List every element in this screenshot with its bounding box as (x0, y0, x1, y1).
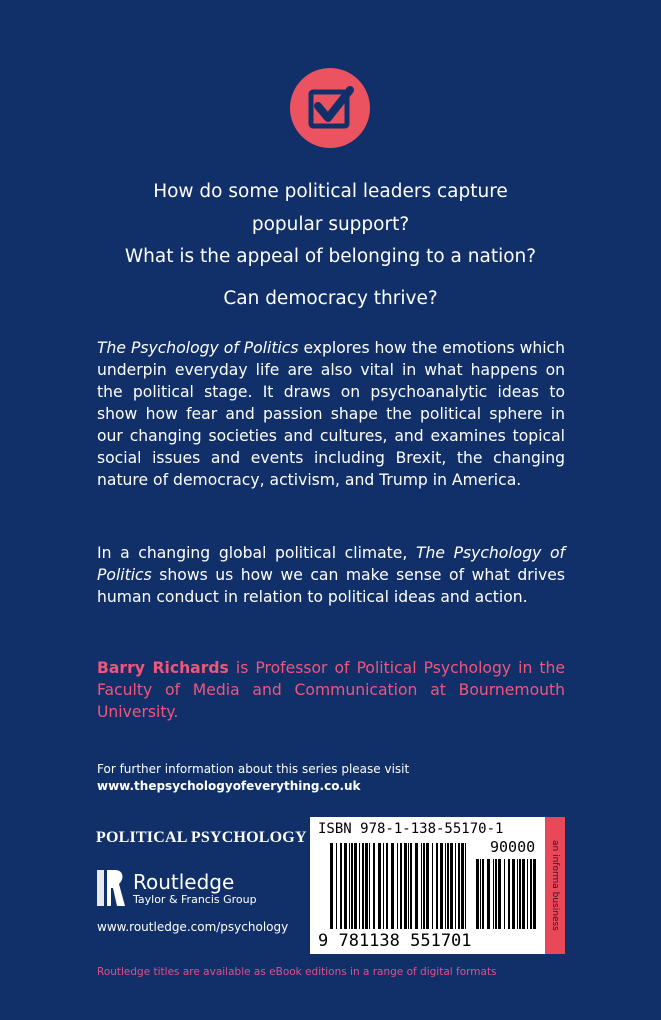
barcode-bar (458, 843, 460, 929)
description-body: explores how the emotions which underpin everyday life are also vital in what happens on the political stage. It draws on psychoanalytic ideas to show how fear and passion shape the political sphere in our changing societies and cultures, and examines topical social issues and events including Brexit, the changing nature of democracy, activism, and Trump in America. (97, 339, 565, 489)
barcode-bar (397, 843, 398, 929)
barcode-bar (408, 843, 409, 929)
barcode-bar (465, 843, 466, 929)
barcode-bar (426, 843, 429, 929)
author-bio (97, 657, 565, 723)
isbn-text: ISBN 978-1-138-55170-1 (318, 821, 504, 837)
barcode-bar (373, 843, 375, 929)
question-1 (0, 175, 661, 241)
barcode-bar (455, 843, 456, 929)
barcode-bar (383, 843, 384, 929)
barcode-bar (527, 859, 528, 929)
barcode-bar (365, 843, 368, 929)
checkbox-logo-icon (290, 68, 370, 148)
barcode-bar (340, 843, 342, 929)
barcode-bar (495, 859, 497, 929)
isbn-barcode (310, 817, 565, 954)
barcode-bar (461, 843, 464, 929)
barcode-bar (421, 843, 422, 929)
barcode-bar (404, 843, 407, 929)
barcode-bar (517, 859, 518, 929)
barcode-bar (330, 843, 333, 929)
routledge-logo (97, 868, 257, 908)
barcode-bar (344, 843, 347, 929)
question-2: What is the appeal of belonging to a nation? (124, 246, 537, 267)
barcode-bars-icon (330, 843, 470, 935)
barcode-bar (482, 859, 484, 929)
routledge-r-icon (97, 868, 127, 908)
barcode-bar (391, 843, 394, 929)
barcode-bar (504, 859, 505, 929)
ean-number: 9 781138 551701 (318, 931, 472, 951)
text: shows us how we can make sense of what drives human conduct in relation to political ideas and action. (97, 566, 565, 606)
barcode-bar (447, 843, 449, 929)
barcode-bar (476, 859, 479, 929)
barcode-bar (378, 843, 381, 929)
barcode-bar (530, 859, 532, 929)
barcode-bar (354, 843, 357, 929)
book-title: The Psychology of Politics (97, 544, 565, 584)
addon-bars-icon (476, 859, 540, 935)
barcode-bar (493, 859, 494, 929)
author-name: Barry Richards (97, 659, 229, 677)
barcode-bar (533, 859, 536, 929)
series-url[interactable]: www.thepsychologyofeverything.co.uk (97, 779, 361, 793)
question-3: Can democracy thrive? (223, 288, 438, 309)
barcode-bar (400, 843, 402, 929)
barcode-bar (362, 843, 364, 929)
barcode-bar (423, 843, 425, 929)
bio-text: is Professor of Political Psychology in the Faculty of Media and Communication at Bournemouth University. (97, 659, 565, 721)
barcode-bar (415, 843, 418, 929)
barcode-bar (432, 843, 433, 929)
question-line: popular support? (251, 214, 410, 235)
barcode-bar (336, 843, 337, 929)
barcode-bar (487, 859, 490, 929)
series-info: For further information about this series please visit (97, 762, 410, 776)
barcode-bar (519, 859, 521, 929)
ebook-note: Routledge titles are available as eBook editions in a range of digital formats (97, 966, 497, 978)
book-title: The Psychology of Politics (97, 339, 299, 357)
barcode-bar (445, 843, 446, 929)
barcode-bar (436, 843, 438, 929)
barcode-bar (369, 843, 370, 929)
question-line: How do some political leaders capture (153, 181, 508, 202)
barcode-bar (522, 859, 525, 929)
barcode-bar (359, 843, 360, 929)
informa-label: an informa business (545, 817, 565, 954)
text: In a changing global political climate, (97, 544, 416, 562)
barcode-bar (480, 859, 481, 929)
barcode-bar (410, 843, 412, 929)
barcode-bar (351, 843, 353, 929)
publisher-group: Taylor & Francis Group (133, 892, 257, 906)
barcode-bar (512, 859, 515, 929)
barcode-bar (349, 843, 350, 929)
description (97, 337, 565, 491)
barcode-bar (386, 843, 388, 929)
barcode-bar (508, 859, 510, 929)
publisher-url[interactable]: www.routledge.com/psychology (97, 920, 289, 934)
series-name: POLITICAL PSYCHOLOGY (96, 829, 307, 846)
barcode-bar (450, 843, 453, 929)
description-2 (97, 542, 565, 608)
barcode-bar (498, 859, 501, 929)
publisher-name: Routledge (133, 869, 235, 894)
barcode-bar (440, 843, 443, 929)
price-code: 90000 (490, 838, 536, 856)
